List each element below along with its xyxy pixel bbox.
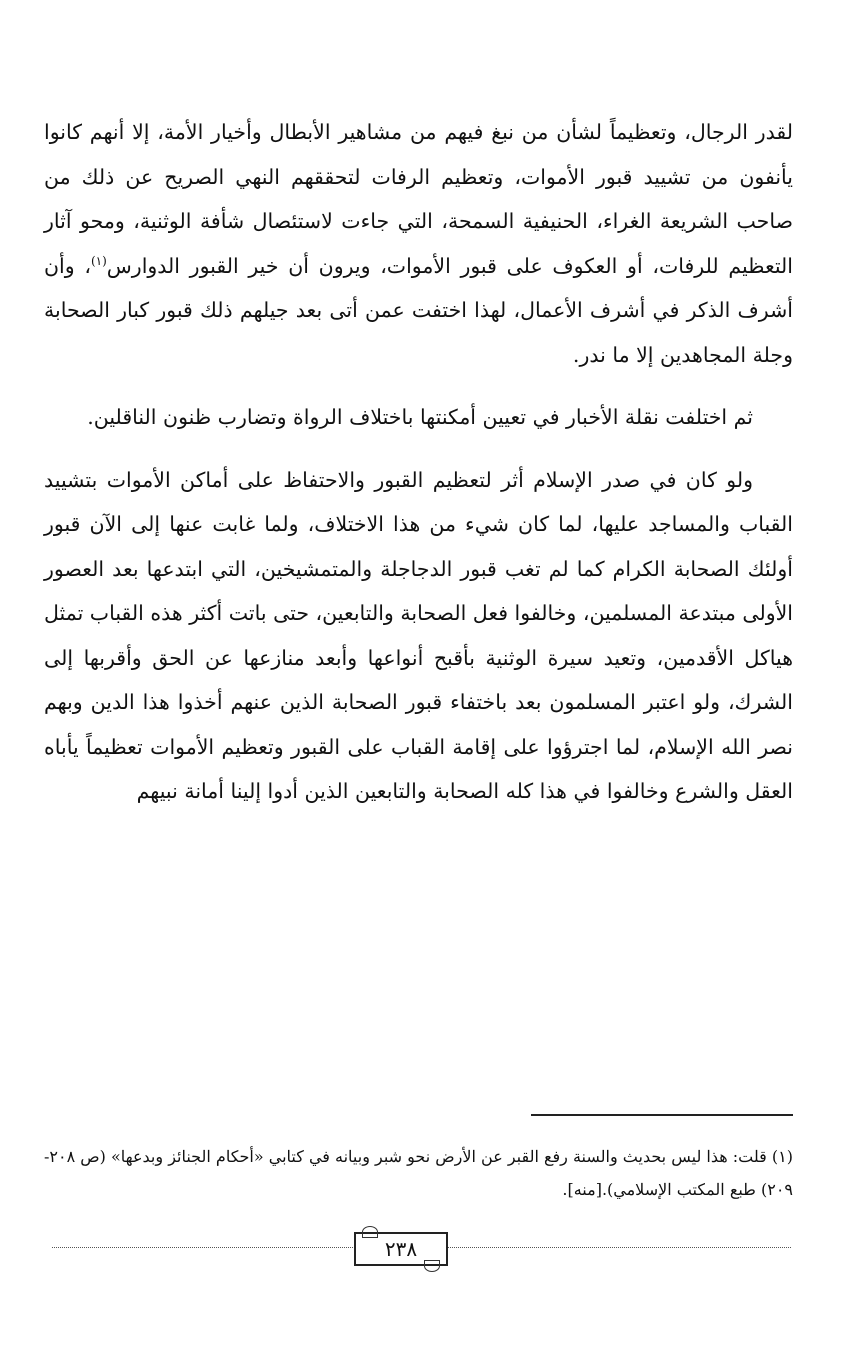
body-text: [44, 110, 793, 814]
paragraph-1-text: لقدر الرجال، وتعظيماً لشأن من نبغ فيهم من مشاهير الأبطال وأخيار الأمة، إلا أنهم كانوا يأنفون من تشييد قبور الأموات، وتعظيم الرفات لتحققهم النهي الصريح عن ذلك من صاحب الشريعة الغراء، الحنيفية السمحة، التي جاءت لاستئصال شأفة الوثنية، ومحو آثار التعظيم للرفات، أو العكوف على قبور الأموات، ويرون أن خير القبور الدوارس: [44, 120, 793, 278]
page-number-frame: [354, 1232, 448, 1266]
page-number: ٢٣٨: [384, 1237, 418, 1261]
footnote-reference[interactable]: (١): [90, 253, 107, 268]
paragraph-3: ولو كان في صدر الإسلام أثر لتعظيم القبور والاحتفاظ على أماكن الأموات بتشييد القباب والمساجد عليها، لما كان شيء من هذا الاختلاف، ولما غابت عنها إلى الآن قبور أولئك الصحابة الكرام كما لم تغب قبور الدجاجلة والمتمشيخين، التي ابتدعها بعد العصور الأولى مبتدعة المسلمين، وخالفوا فعل الصحابة والتابعين، حتى باتت أكثر هذه القباب تمثل هياكل الأقدمين، وتعيد سيرة الوثنية بأقبح أنواعها وأبعد منازعها عن الحق وأقربها إلى الشرك، ولو اعتبر المسلمون بعد باختفاء قبور الصحابة الذين عنهم أخذوا هذا الدين وبهم نصر الله الإسلام، لما اجترؤوا على إقامة القباب على القبور وتعظيم الأموات تعظيماً يأباه العقل والشرع وخالفوا في هذا كله الصحابة والتابعين الذين أدوا إلينا أمانة نبيهم: [44, 467, 793, 803]
paragraph-2: ثم اختلفت نقلة الأخبار في تعيين أمكنتها باختلاف الرواة وتضارب ظنون الناقلين.: [87, 405, 753, 429]
paragraph-1-continuation: ، وأن أشرف الذكر في أشرف الأعمال، لهذا اختفت عمن أتى بعد جيلهم ذلك قبور كبار الصحابة وجلة المجاهدين إلا ما ندر.: [44, 253, 793, 367]
paragraph-1: [44, 110, 793, 377]
footnote-1: (١) قلت: هذا ليس بحديث والسنة رفع القبر عن الأرض نحو شبر وبيانه في كتابي «أحكام الجنائز وبدعها» (ص ٢٠٨- ٢٠٩) طبع المكتب الإسلامي).[منه].: [44, 1147, 793, 1199]
footnotes: [44, 1140, 793, 1206]
footnote-divider: [531, 1114, 793, 1116]
